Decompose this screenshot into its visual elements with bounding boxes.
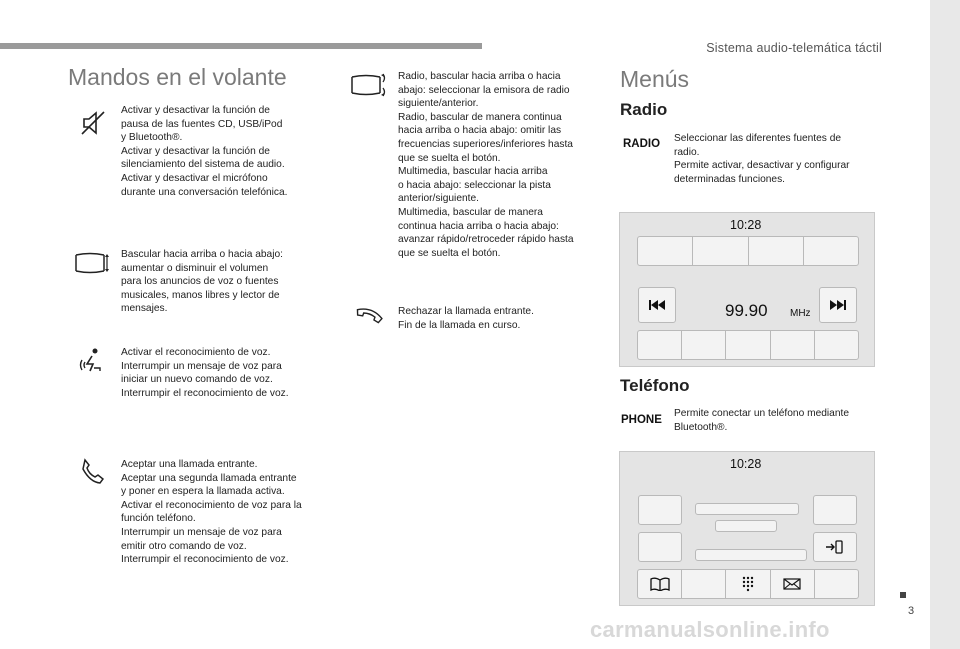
radio-top-bar <box>637 236 859 266</box>
phone-contact-field <box>695 503 799 515</box>
radio-menu-slot[interactable] <box>682 331 726 359</box>
phone-right-top-button[interactable] <box>813 495 857 525</box>
radio-screen <box>619 212 875 367</box>
radio-heading: Radio <box>620 100 668 119</box>
voice-command-icon <box>78 346 106 376</box>
envelope-icon <box>783 578 801 590</box>
phone-tab-contacts[interactable] <box>638 570 682 598</box>
phone-tab-keypad[interactable] <box>726 570 770 598</box>
skip-back-icon <box>649 299 665 311</box>
phone-hangup-icon <box>354 306 384 326</box>
phone-connect-button[interactable] <box>813 532 857 562</box>
radio-button-label: RADIO <box>623 138 661 150</box>
phone-answer-icon <box>80 458 104 484</box>
phone-number-field <box>715 520 777 532</box>
header-bar <box>0 43 482 49</box>
mute-description: Activar y desactivar la función de pausa de las fuentes CD, USB/iPod y Bluetooth®. Activar y desactivar la función de silenciamiento del sistema de audio. Activar y desactivar el micrófono durante una conversación telefónica. <box>121 105 288 198</box>
radio-screen-time: 10:28 <box>730 218 762 232</box>
phone-button-label: PHONE <box>621 414 662 426</box>
page-number: 3 <box>908 605 915 617</box>
radio-menu-slot[interactable] <box>815 331 858 359</box>
skip-forward-icon <box>830 299 846 311</box>
book-icon <box>650 577 670 591</box>
section-title-menus: Menús <box>620 66 690 92</box>
mute-speaker-icon <box>80 110 106 136</box>
radio-preset-slot[interactable] <box>638 237 693 265</box>
phone-left-top-button[interactable] <box>638 495 682 525</box>
radio-description: Seleccionar las diferentes fuentes de radio. Permite activar, desactivar y configurar determinadas funciones. <box>674 133 850 185</box>
phone-tab-messages[interactable] <box>771 570 815 598</box>
radio-menu-slot[interactable] <box>771 331 815 359</box>
phone-tab-empty[interactable] <box>682 570 726 598</box>
radio-menu-slot[interactable] <box>638 331 682 359</box>
radio-menu-slot[interactable] <box>726 331 770 359</box>
phone-description: Permite conectar un teléfono mediante Bluetooth®. <box>674 408 849 433</box>
phone-heading: Teléfono <box>620 376 690 395</box>
phone-tab-empty[interactable] <box>815 570 858 598</box>
volume-rocker-icon <box>74 250 110 276</box>
header-title: Sistema audio-telemática táctil <box>706 41 882 55</box>
radio-bottom-bar <box>637 330 859 360</box>
phone-screen <box>619 451 875 606</box>
phone-bottom-bar <box>637 569 859 599</box>
answer-description: Aceptar una llamada entrante. Aceptar una segunda llamada entrante y poner en espera la llamada activa. Activar el reconocimiento de voz para la función teléfono. Interrumpir un mensaje de voz para emitir otro comando de voz. Interrumpir el reconocimiento de voz. <box>121 459 302 566</box>
page-sidebar <box>930 0 960 649</box>
phone-status-field <box>695 549 807 561</box>
seek-forward-button[interactable] <box>819 287 857 323</box>
scroll-rocker-icon <box>350 72 386 98</box>
watermark: carmanualsonline.info <box>590 617 830 642</box>
phone-screen-time: 10:28 <box>730 457 762 471</box>
phone-left-bottom-button[interactable] <box>638 532 682 562</box>
radio-preset-slot[interactable] <box>804 237 858 265</box>
scroll-description: Radio, bascular hacia arriba o hacia abajo: seleccionar la emisora de radio siguiente/anterior. Radio, bascular de manera continua hacia arriba o hacia abajo: omitir las frecuencias superiores/inferiores hasta que se suelta el botón. Multimedia, bascular hacia arriba o hacia abajo: seleccionar la pista anterior/siguiente. Multimedia, bascular de manera continua hacia arriba o hacia abajo: avanzar rápido/retroceder rápido hasta que se suelta el botón. <box>398 71 574 259</box>
radio-frequency-unit: MHz <box>790 308 811 319</box>
radio-preset-slot[interactable] <box>693 237 748 265</box>
radio-frequency: 99.90 <box>725 301 768 320</box>
volume-description: Bascular hacia arriba o hacia abajo: aumentar o disminuir el volumen para los anuncios de voz o fuentes musicales, manos libres y lector de mensajes. <box>121 249 283 315</box>
section-title-steering: Mandos en el volante <box>68 64 287 90</box>
keypad-icon <box>742 576 754 592</box>
page-marker <box>900 592 906 598</box>
hangup-description: Rechazar la llamada entrante. Fin de la llamada en curso. <box>398 306 534 331</box>
seek-back-button[interactable] <box>638 287 676 323</box>
radio-preset-slot[interactable] <box>749 237 804 265</box>
connect-phone-icon <box>826 540 844 554</box>
voice-description: Activar el reconocimiento de voz. Interrumpir un mensaje de voz para iniciar un nuevo comando de voz. Interrumpir el reconocimiento de voz. <box>121 347 289 399</box>
